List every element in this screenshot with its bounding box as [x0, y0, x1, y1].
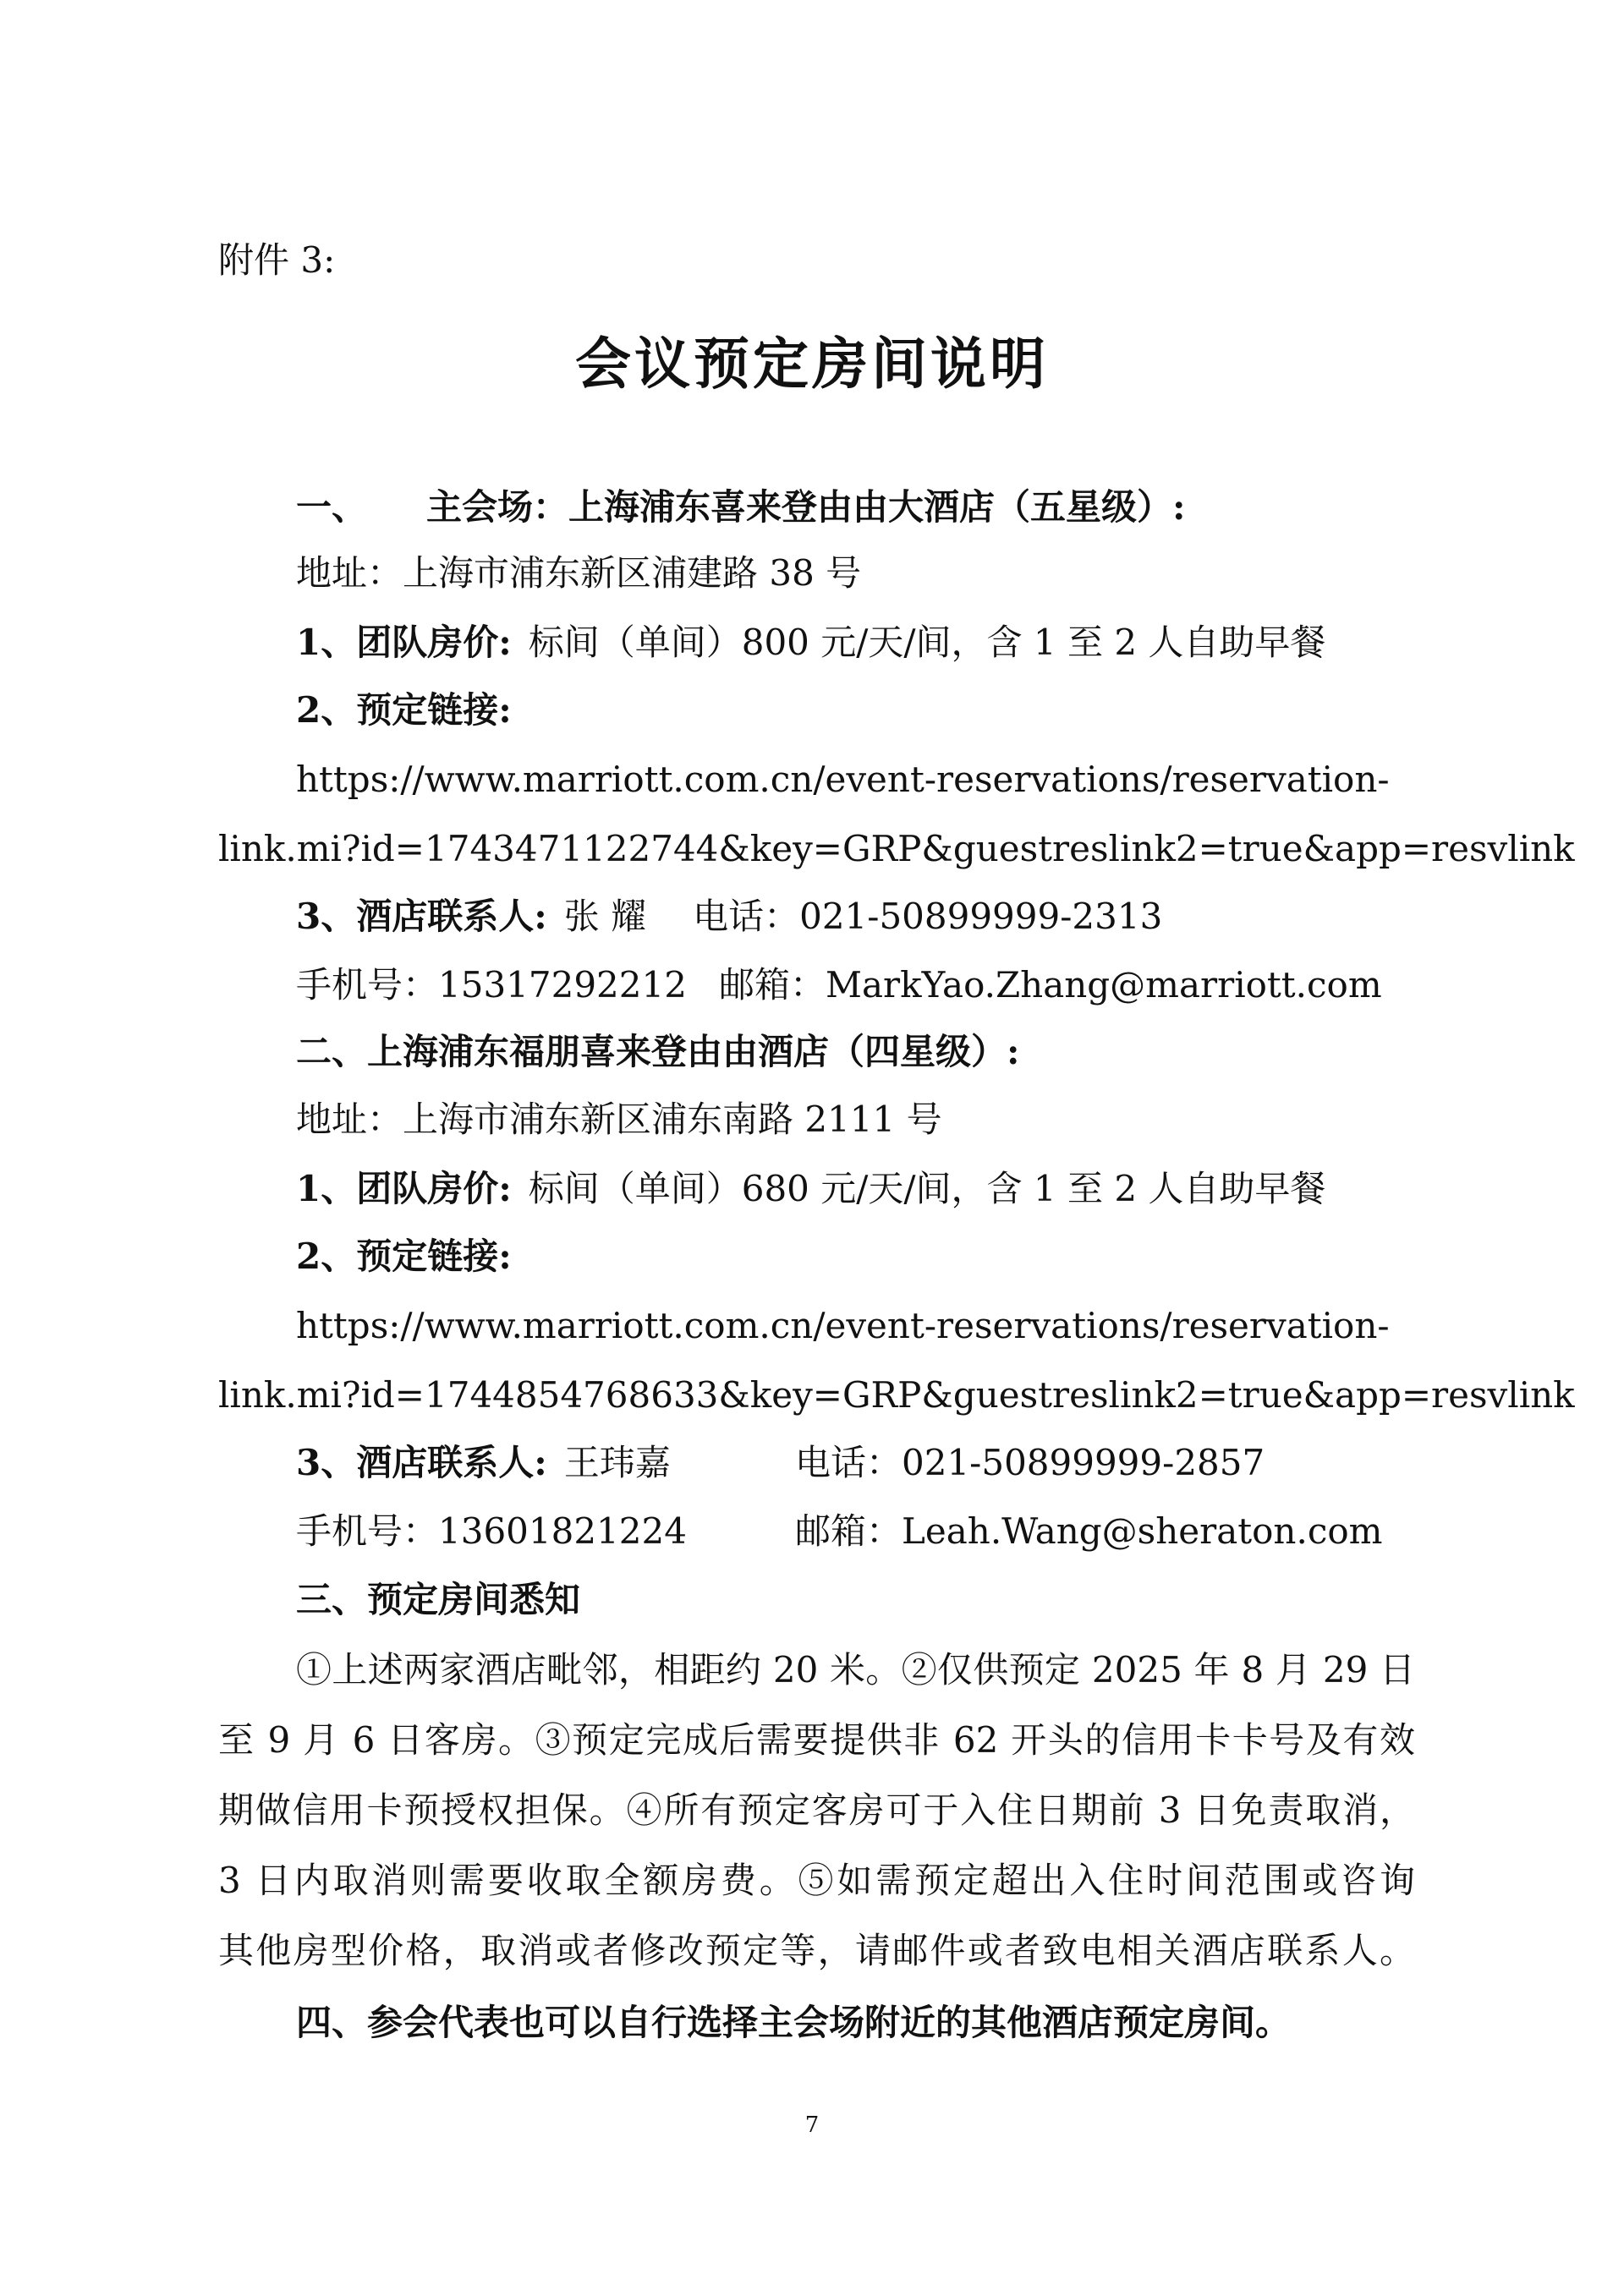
hotel2-mobile: 手机号：13601821224 [296, 1510, 687, 1552]
hotel2-price-label: 1、团队房价: [296, 1168, 512, 1209]
hotel1-link-line2[interactable]: link.mi?id=1743471122744&key=GRP&guestreslink2=true&app=resvlink [218, 828, 1575, 869]
hotel1-link-line1[interactable]: https://www.marriott.com.cn/event-reservations/reservation- [296, 759, 1390, 800]
hotel1-address: 地址：上海市浦东新区浦建路 38 号 [296, 552, 862, 594]
hotel1-mobile: 手机号：15317292212 [296, 964, 687, 1006]
hotel2-contact [296, 1438, 671, 1488]
hotel2-heading: 二、上海浦东福朋喜来登由由酒店（四星级）: [296, 1031, 1020, 1072]
attachment-label: 附件 3: [218, 239, 336, 281]
notice-line: 期做信用卡预授权担保。④所有预定客房可于入住日期前 3 日免责取消， [218, 1789, 1415, 1831]
hotel2-price-text: 标间（单间）680 元/天/间，含 1 至 2 人自助早餐 [528, 1168, 1326, 1209]
hotel1-heading-number: 一、 [296, 486, 368, 528]
hotel2-phone: 电话：021-50899999-2857 [795, 1442, 1265, 1483]
notice-line: 3 日内取消则需要收取全额房费。⑤如需预定超出入住时间范围或咨询 [218, 1860, 1415, 1901]
hotel1-link-label: 2、预定链接: [296, 689, 512, 731]
hotel2-contact-name: 王玮嘉 [563, 1442, 671, 1483]
hotel1-price-text: 标间（单间）800 元/天/间，含 1 至 2 人自助早餐 [528, 622, 1326, 663]
hotel1-heading-text: 主会场：上海浦东喜来登由由大酒店（五星级）: [426, 486, 1186, 528]
page-title: 会议预定房间说明 [575, 331, 1049, 397]
hotel1-contact-label: 3、酒店联系人: [296, 896, 547, 937]
hotel1-email: 邮箱：MarkYao.Zhang@marriott.com [719, 964, 1382, 1006]
notice-line: 至 9 月 6 日客房。③预定完成后需要提供非 62 开头的信用卡卡号及有效 [218, 1719, 1415, 1761]
hotel1-price [296, 617, 1325, 668]
hotel2-link-line2[interactable]: link.mi?id=1744854768633&key=GRP&guestreslink2=true&app=resvlink [218, 1374, 1575, 1416]
hotel2-contact-label: 3、酒店联系人: [296, 1442, 547, 1483]
hotel2-email: 邮箱：Leah.Wang@sheraton.com [795, 1510, 1383, 1552]
hotel1-phone: 电话：021-50899999-2313 [693, 896, 1163, 937]
hotel2-price [296, 1164, 1325, 1214]
hotel1-contact [296, 891, 1162, 942]
hotel2-link-label: 2、预定链接: [296, 1236, 512, 1277]
notice-line: 其他房型价格，取消或者修改预定等，请邮件或者致电相关酒店联系人。 [218, 1930, 1415, 1971]
hotel1-price-label: 1、团队房价: [296, 622, 512, 663]
page-number: 7 [804, 2112, 820, 2138]
hotel1-contact-name: 张 耀 [563, 896, 647, 937]
notice-heading: 三、预定房间悉知 [296, 1579, 581, 1620]
hotel1-heading [296, 482, 1186, 533]
final-note: 四、参会代表也可以自行选择主会场附近的其他酒店预定房间。 [296, 2002, 1292, 2043]
hotel2-address: 地址：上海市浦东新区浦东南路 2111 号 [296, 1099, 942, 1140]
hotel2-link-line1[interactable]: https://www.marriott.com.cn/event-reservations/reservation- [296, 1305, 1390, 1346]
notice-line: ①上述两家酒店毗邻，相距约 20 米。②仅供预定 2025 年 8 月 29 日 [296, 1649, 1415, 1690]
